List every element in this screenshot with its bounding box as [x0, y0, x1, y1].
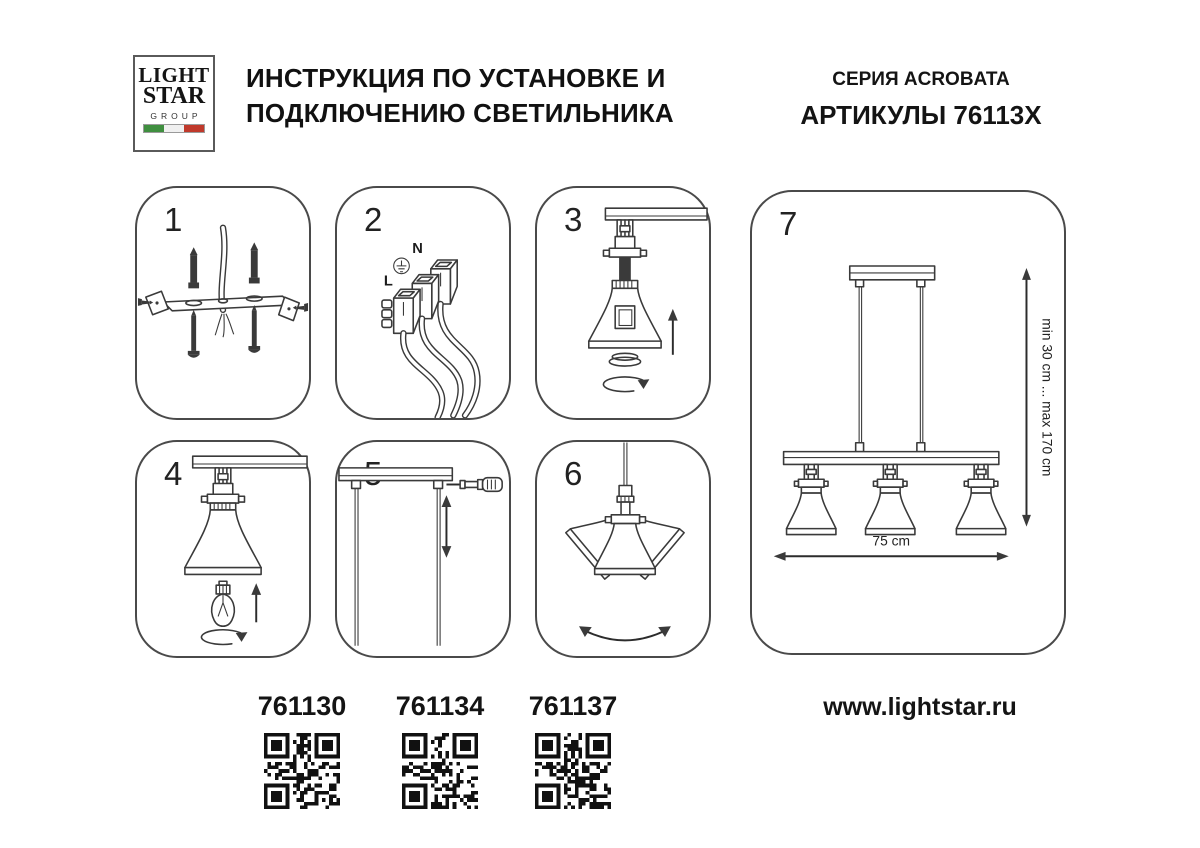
step-panel-5 — [335, 440, 511, 658]
attach-shade-diagram — [537, 188, 709, 418]
pendant-cable-drawing — [617, 442, 634, 514]
step-number-3: 3 — [564, 201, 583, 238]
flag-red-segment — [184, 125, 204, 132]
rotate-arrow-icon — [603, 377, 649, 392]
lamp-head-left — [787, 464, 836, 534]
step-panel-3 — [535, 186, 711, 420]
series-block — [771, 69, 1071, 131]
fixture-bar-drawing — [784, 452, 999, 465]
lamp-head-middle — [866, 464, 915, 534]
up-down-arrow-icon — [442, 495, 452, 558]
suspension-cables-drawing — [856, 287, 925, 452]
neutral-label: N — [412, 241, 423, 258]
lamp-shade-drawing — [185, 510, 261, 574]
lamp-head-right — [956, 464, 1005, 534]
fixture-overview-diagram — [752, 192, 1064, 653]
width-dimension-label: 75 cm — [872, 532, 911, 549]
tilt-shade-diagram — [537, 442, 709, 656]
article-number: 761130 — [257, 691, 347, 721]
articles-heading: АРТИКУЛЫ 76113X — [800, 100, 1042, 130]
step-number-4: 4 — [164, 455, 183, 492]
series-name: СЕРИЯ ACROBATA — [832, 69, 1010, 90]
height-dimension-label: min 30 cm ... max 170 cm — [1039, 318, 1056, 477]
logo-text-light: LIGHT — [138, 63, 210, 87]
step-panel-1 — [135, 186, 311, 420]
up-arrow-icon — [251, 583, 261, 622]
ceiling-canopy-drawing — [850, 266, 935, 287]
step-number-2: 2 — [364, 201, 383, 238]
suspension-fitting-drawing — [202, 468, 245, 510]
step-number-6: 6 — [564, 455, 583, 492]
qr-code — [402, 733, 478, 809]
website-url: www.lightstar.ru — [823, 693, 1017, 721]
page-title-line1: ИНСТРУКЦИЯ ПО УСТАНОВКЕ И — [246, 63, 666, 93]
earth-symbol-icon — [394, 258, 410, 274]
adjust-cable-diagram — [337, 442, 509, 656]
height-dimension-arrow — [1022, 268, 1031, 527]
page-title — [246, 61, 674, 131]
step-panel-2 — [335, 186, 511, 420]
qr-code — [535, 733, 611, 809]
mounting-bracket-diagram — [137, 188, 309, 418]
candle-bulb-drawing — [212, 581, 235, 626]
terminal-block-diagram — [337, 188, 509, 418]
insert-bulb-diagram — [137, 442, 309, 656]
article-column-3 — [511, 691, 635, 809]
suspension-cables-drawing — [355, 488, 440, 645]
canopy-bar-drawing — [339, 468, 452, 489]
width-dimension-arrow — [774, 552, 1009, 561]
article-number: 761137 — [528, 691, 618, 721]
suspension-fitting-drawing — [603, 220, 646, 288]
up-arrow-icon — [668, 309, 678, 355]
lamp-shade-drawing — [589, 288, 661, 348]
flag-white-segment — [164, 125, 184, 132]
lightstar-logo — [133, 55, 215, 152]
ceiling-bar-drawing — [605, 208, 707, 220]
swing-arrow-icon — [579, 626, 671, 640]
italian-flag-stripe — [143, 124, 205, 133]
flag-green-segment — [144, 125, 164, 132]
step-panel-4 — [135, 440, 311, 658]
step-number-7: 7 — [779, 205, 798, 242]
logo-text-group: GROUP — [150, 111, 202, 121]
rotate-arrow-icon — [201, 630, 247, 645]
live-label: L — [383, 273, 393, 290]
screwdriver-icon — [446, 478, 502, 492]
article-number: 761134 — [395, 691, 485, 721]
qr-code — [264, 733, 340, 809]
article-column-1 — [240, 691, 364, 809]
page-title-line2: ПОДКЛЮЧЕНИЮ СВЕТИЛЬНИКА — [246, 98, 674, 128]
retaining-ring-drawing — [609, 353, 640, 366]
logo-text-star: STAR — [142, 83, 206, 109]
knuckle-joint-drawing — [605, 515, 645, 524]
step-panel-7 — [750, 190, 1066, 655]
ceiling-wires-drawing — [215, 228, 234, 337]
article-column-2 — [378, 691, 502, 809]
step-number-1: 1 — [164, 201, 183, 238]
ceiling-bar-drawing — [193, 456, 307, 468]
step-panel-6 — [535, 440, 711, 658]
